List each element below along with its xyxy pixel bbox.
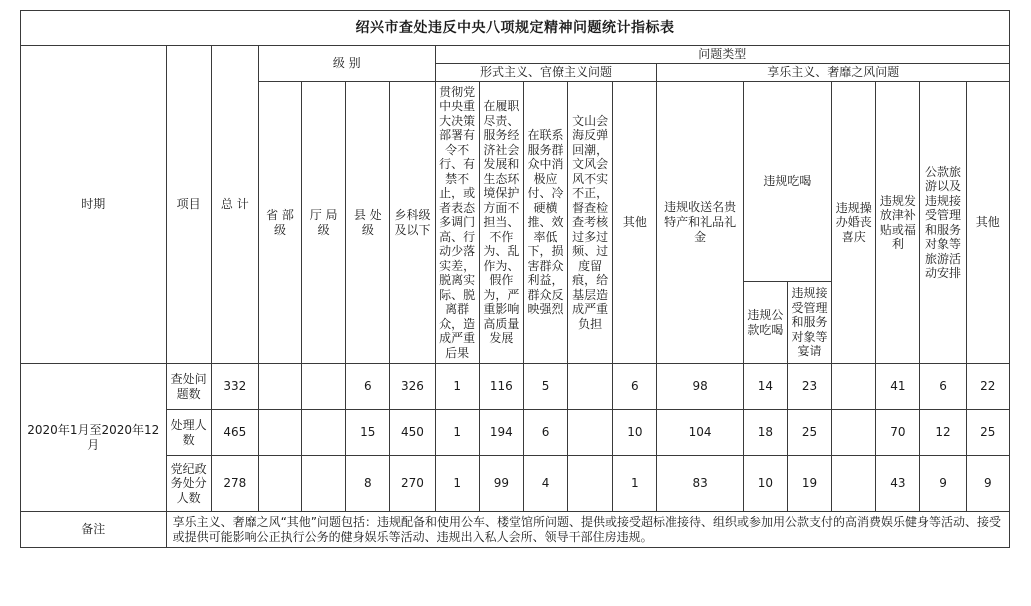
cell: 6 xyxy=(346,364,390,410)
header-item: 项目 xyxy=(166,46,211,364)
cell: 15 xyxy=(346,410,390,456)
header-eating-group: 违规吃喝 xyxy=(743,82,831,282)
cell xyxy=(832,410,876,456)
table-row xyxy=(21,456,1010,512)
cell: 332 xyxy=(211,364,258,410)
row-label: 查处问题数 xyxy=(166,364,211,410)
cell: 4 xyxy=(523,456,567,512)
cell: 5 xyxy=(523,364,567,410)
cell: 25 xyxy=(787,410,831,456)
cell: 194 xyxy=(479,410,523,456)
cell xyxy=(568,364,613,410)
cell xyxy=(258,456,301,512)
cell: 1 xyxy=(613,456,657,512)
cell: 9 xyxy=(920,456,966,512)
table-row xyxy=(21,364,1010,410)
cell: 70 xyxy=(876,410,920,456)
cell: 10 xyxy=(613,410,657,456)
header-level-group: 级 别 xyxy=(258,46,435,82)
cell: 326 xyxy=(390,364,435,410)
header-formalism-duty: 在履职尽责、服务经济社会发展和生态环境保护方面不担当、不作为、乱作为、假作为，严重影响高质量发展 xyxy=(479,82,523,364)
table-row xyxy=(21,410,1010,456)
cell: 270 xyxy=(390,456,435,512)
cell: 25 xyxy=(966,410,1009,456)
header-level-department: 厅 局 级 xyxy=(302,82,346,364)
cell xyxy=(568,456,613,512)
header-formalism-group: 形式主义、官僚主义问题 xyxy=(435,64,657,82)
statistics-sheet xyxy=(20,10,1010,592)
cell: 22 xyxy=(966,364,1009,410)
cell: 14 xyxy=(743,364,787,410)
cell: 6 xyxy=(613,364,657,410)
note-label: 备注 xyxy=(21,512,167,548)
cell: 43 xyxy=(876,456,920,512)
cell: 99 xyxy=(479,456,523,512)
header-formalism-decision: 贯彻党中央重大决策部署有令不行、有禁不止，或者表态多调门高、行动少落实差，脱离实际、脱离群众，造成严重后果 xyxy=(435,82,479,364)
cell: 10 xyxy=(743,456,787,512)
table-title: 绍兴市查处违反中央八项规定精神问题统计指标表 xyxy=(21,11,1010,46)
header-wedding: 违规操办婚丧喜庆 xyxy=(832,82,876,364)
cell: 1 xyxy=(435,410,479,456)
cell xyxy=(302,410,346,456)
cell: 116 xyxy=(479,364,523,410)
cell: 19 xyxy=(787,456,831,512)
cell xyxy=(302,364,346,410)
header-period: 时期 xyxy=(21,46,167,364)
cell xyxy=(832,364,876,410)
cell: 104 xyxy=(657,410,743,456)
cell: 1 xyxy=(435,364,479,410)
header-hedonism-group: 享乐主义、奢靡之风问题 xyxy=(657,64,1010,82)
cell: 23 xyxy=(787,364,831,410)
cell: 6 xyxy=(920,364,966,410)
header-hedonism-other: 其他 xyxy=(966,82,1009,364)
cell xyxy=(258,410,301,456)
row-label: 处理人数 xyxy=(166,410,211,456)
cell: 278 xyxy=(211,456,258,512)
cell: 9 xyxy=(966,456,1009,512)
cell xyxy=(258,364,301,410)
header-problem-types: 问题类型 xyxy=(435,46,1009,64)
cell: 18 xyxy=(743,410,787,456)
period-value: 2020年1月至2020年12月 xyxy=(21,364,167,512)
cell: 450 xyxy=(390,410,435,456)
header-eating-public: 违规公款吃喝 xyxy=(743,282,787,364)
header-formalism-other: 其他 xyxy=(613,82,657,364)
cell: 1 xyxy=(435,456,479,512)
header-formalism-meetings: 文山会海反弹回潮，文风会风不实不正，督查检查考核过多过频、过度留痕，给基层造成严重负担 xyxy=(568,82,613,364)
statistics-table xyxy=(20,10,1010,548)
cell: 6 xyxy=(523,410,567,456)
note-text: 享乐主义、奢靡之风“其他”问题包括：违规配备和使用公车、楼堂馆所问题、提供或接受超标准接待、组织或参加用公款支付的高消费娱乐健身等活动、接受或提供可能影响公正执行公务的健身娱乐等活动、违规出入私人会所、领导干部住房违规。 xyxy=(166,512,1009,548)
header-subsidy: 违规发放津补贴或福利 xyxy=(876,82,920,364)
cell xyxy=(302,456,346,512)
header-travel: 公款旅游以及违规接受管理和服务对象等旅游活动安排 xyxy=(920,82,966,364)
cell xyxy=(832,456,876,512)
header-level-county: 县 处 级 xyxy=(346,82,390,364)
row-label: 党纪政务处分人数 xyxy=(166,456,211,512)
header-formalism-service: 在联系服务群众中消极应付、冷硬横推、效率低下，损害群众利益，群众反映强烈 xyxy=(523,82,567,364)
cell: 12 xyxy=(920,410,966,456)
header-level-provincial: 省 部 级 xyxy=(258,82,301,364)
cell: 98 xyxy=(657,364,743,410)
cell: 8 xyxy=(346,456,390,512)
cell: 41 xyxy=(876,364,920,410)
cell: 465 xyxy=(211,410,258,456)
cell xyxy=(568,410,613,456)
header-total: 总 计 xyxy=(211,46,258,364)
header-gift: 违规收送名贵特产和礼品礼金 xyxy=(657,82,743,364)
header-eating-banquet: 违规接受管理和服务对象等宴请 xyxy=(787,282,831,364)
header-level-township: 乡科级及以下 xyxy=(390,82,435,364)
cell: 83 xyxy=(657,456,743,512)
